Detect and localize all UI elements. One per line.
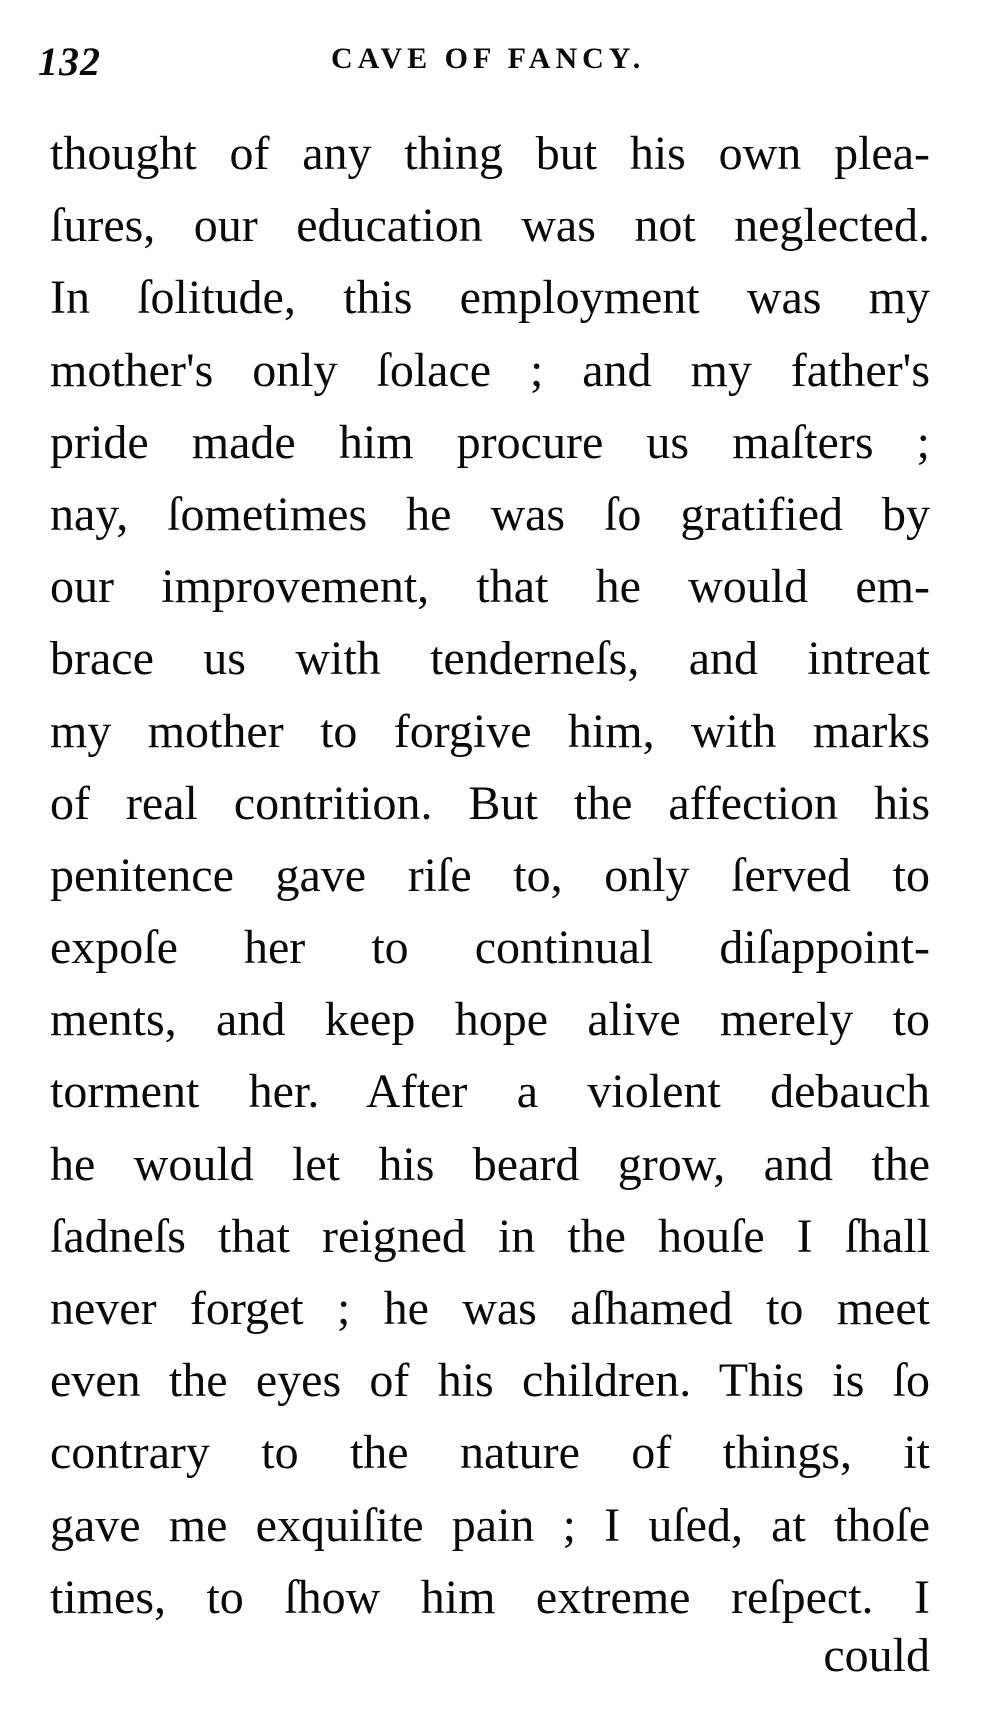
- text-line: my mother to forgive him, with marks: [50, 704, 930, 758]
- text-line: ſadneſs that reigned in the houſe I ſhall: [50, 1209, 930, 1263]
- text-line: thought of any thing but his own plea-: [50, 127, 930, 180]
- text-line: In ſolitude, this employment was my: [50, 271, 930, 325]
- text-line: brace us with tenderneſs, and intreat: [50, 632, 930, 686]
- text-line: times, to ſhow him extreme reſpect. I: [50, 1570, 930, 1624]
- text-line: ſures, our education was not neglected.: [50, 199, 930, 253]
- running-title: CAVE OF FANCY.: [331, 42, 646, 75]
- text-line: torment her. After a violent debauch: [50, 1065, 930, 1119]
- text-line: even the eyes of his children. This is ſo: [50, 1354, 930, 1408]
- text-line: ments, and keep hope alive merely to: [50, 993, 930, 1047]
- body-text: [50, 118, 930, 1634]
- text-line: mother's only ſolace ; and my father's: [50, 343, 930, 397]
- text-line: contrary to the nature of things, it: [50, 1426, 930, 1480]
- text-line: expoſe her to continual diſappoint-: [50, 921, 930, 975]
- text-line: gave me exquiſite pain ; I uſed, at thoſe: [50, 1498, 930, 1552]
- text-line: of real contrition. But the affection his: [50, 776, 930, 830]
- page-header: [38, 30, 938, 90]
- text-line: he would let his beard grow, and the: [50, 1137, 930, 1191]
- text-line: penitence gave riſe to, only ſerved to: [50, 848, 930, 902]
- text-line: pride made him procure us maſters ;: [50, 415, 930, 469]
- text-line: our improvement, that he would em-: [50, 560, 930, 614]
- page-number: 132: [38, 39, 101, 84]
- catchword: could: [823, 1629, 930, 1682]
- text-line: never forget ; he was aſhamed to meet: [50, 1282, 930, 1335]
- text-line: nay, ſometimes he was ſo gratified by: [50, 487, 930, 541]
